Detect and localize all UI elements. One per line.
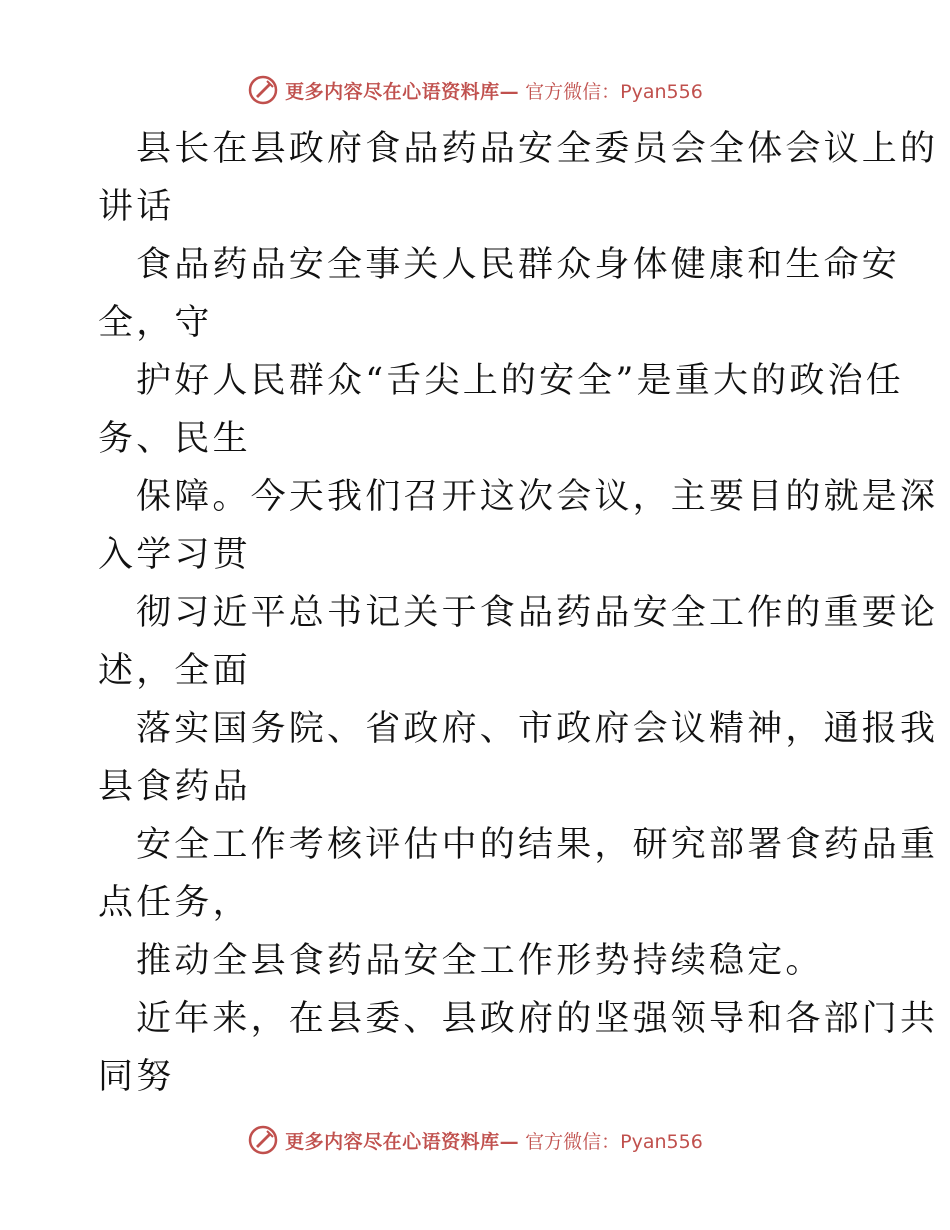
body-line: 彻习近平总书记关于食品药品安全工作的重要论: [136, 593, 939, 633]
body-line: 入学习贯: [98, 535, 251, 575]
body-line: 推动全县食药品安全工作形势持续稳定。: [136, 941, 824, 981]
header-banner-text: 更多内容尽在心语资料库—: [285, 80, 520, 103]
footer-banner-text: 更多内容尽在心语资料库—: [285, 1130, 520, 1153]
document-body: [98, 120, 939, 1106]
footer-banner: [0, 1120, 950, 1160]
body-line: 保障。今天我们召开这次会议，主要目的就是深: [136, 477, 939, 517]
footer-banner-contact: 官方微信：Pyan556: [525, 1130, 703, 1153]
title-line-2: 讲话: [98, 187, 175, 227]
body-line: 县食药品: [98, 767, 251, 807]
quill-logo-icon: [247, 74, 279, 106]
header-banner: [0, 70, 950, 110]
body-line: 点任务，: [98, 883, 251, 923]
body-line: 全，守: [98, 303, 213, 343]
body-line: 同努: [98, 1057, 175, 1097]
body-line: 食品药品安全事关人民群众身体健康和生命安: [136, 245, 901, 285]
body-line: 落实国务院、省政府、市政府会议精神，通报我: [136, 709, 939, 749]
body-line: 述，全面: [98, 651, 251, 691]
title-line-1: 县长在县政府食品药品安全委员会全体会议上的: [136, 129, 939, 169]
header-banner-contact: 官方微信：Pyan556: [525, 80, 703, 103]
body-line: 务、民生: [98, 419, 251, 459]
body-line: 护好人民群众“舌尖上的安全”是重大的政治任: [136, 361, 904, 401]
body-line: 安全工作考核评估中的结果，研究部署食药品重: [136, 825, 939, 865]
body-line: 近年来，在县委、县政府的坚强领导和各部门共: [136, 999, 939, 1039]
quill-logo-icon: [247, 1124, 279, 1156]
